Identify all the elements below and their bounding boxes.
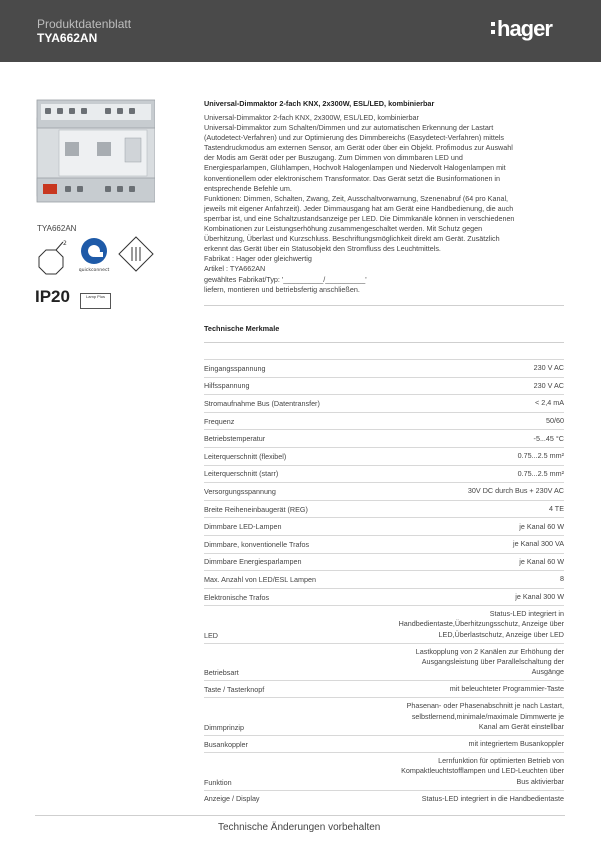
hager-logo <box>491 17 571 43</box>
spec-value-line: mit integriertem Busankoppler <box>468 739 564 748</box>
spec-value <box>401 756 564 786</box>
spec-value <box>534 434 564 444</box>
model-number: TYA662AN <box>37 31 98 45</box>
description-line: Universal-Dimmaktor 2-fach KNX, 2x300W, ESL/LED, kombinierbar <box>204 113 419 122</box>
spec-value-line: Kompaktleuchtstofflampen und LED-Leuchten über <box>401 766 564 776</box>
spec-row <box>204 643 564 680</box>
lamp-plus-label: Lamp Plus <box>86 294 105 299</box>
spec-row <box>204 697 564 734</box>
spec-row <box>204 735 564 753</box>
spec-value <box>399 609 564 639</box>
quickconnect-label: quickconnect <box>78 268 110 273</box>
description-line: liefern, montieren und betriebsfertig anschließen. <box>204 284 360 294</box>
brand-name: hager <box>497 16 552 41</box>
spec-row <box>204 429 564 447</box>
description-line: Kombinationen zur Leistungserhöhung zusammengeschaltet werden. Mit Schutz gegen <box>204 224 483 234</box>
spec-label: Dimmbare, konventionelle Trafos <box>204 539 310 549</box>
quickconnect-icon <box>77 236 111 274</box>
description-line: sperrbar ist, und eine Schaltzustandsanzeige per LED. Die Dimmkanäle können in verschiedenen <box>204 213 515 223</box>
description-line: Funktionen: Dimmen, Schalten, Zwang, Zeit, Ausschaltvorwarnung, Szenenabruf (64 pro Kanal, <box>204 193 509 203</box>
product-image <box>35 98 155 218</box>
spec-value-line: Ausgänge <box>531 666 564 676</box>
spec-value <box>534 363 564 373</box>
description-line: der Modis am Gerät oder per Buszugang. Zum Dimmen von dimmbaren LED und <box>204 153 463 163</box>
spec-value <box>560 574 564 584</box>
spec-row <box>204 535 564 553</box>
spec-row <box>204 465 564 483</box>
spec-label: Dimmprinzip <box>204 722 244 732</box>
spec-label: LED <box>204 630 218 640</box>
footer-note: Technische Änderungen vorbehalten <box>218 822 381 833</box>
spec-value-line: Kanal am Gerät einstellbar <box>478 721 564 731</box>
spec-value-line: 30V DC durch Bus + 230V AC <box>467 486 564 496</box>
spec-label: Leiterquerschnitt (flexibel) <box>204 451 287 461</box>
spec-value <box>469 739 564 749</box>
spec-value-line: je Kanal 300 W <box>515 591 564 601</box>
image-caption: TYA662AN <box>37 224 77 233</box>
spec-row <box>204 377 564 395</box>
spec-value-line: Lastkopplung von 2 Kanälen zur Erhöhung der <box>415 646 564 656</box>
spec-value-line: 0.75...2.5 mm² <box>517 468 564 478</box>
spec-row <box>204 447 564 465</box>
spec-value-line: 230 V AC <box>533 363 564 373</box>
spec-row <box>204 553 564 571</box>
spec-value <box>515 592 564 602</box>
spec-value <box>416 647 564 677</box>
spec-label: Breite Reiheneinbaugerät (REG) <box>204 504 308 514</box>
section-divider <box>204 305 564 306</box>
lamp-plus-badge <box>80 293 111 309</box>
description-line: Überhitzung, Überlast und Kurzschluss. Beschriftungsmöglichkeit direkt am Gerät. Zusätzlich <box>204 234 500 244</box>
section-divider <box>204 342 564 343</box>
description-line: Artikel : TYA662AN <box>204 264 266 274</box>
spec-row <box>204 570 564 588</box>
spec-label: Elektronische Trafos <box>204 592 270 602</box>
spec-row <box>204 680 564 698</box>
spec-value-line: Lernfunktion für optimierten Betrieb von <box>438 756 564 766</box>
description-line: jeweils mit eigener Anfahrzeit). Jeder Dimmausgang hat am Gerät eine Handbedienung, die auch <box>204 203 514 213</box>
description-line: Universal-Dimmaktor zum Schalten/Dimmen und zur automatischen Erkennung der Lastart <box>204 123 494 133</box>
spec-value-line: mit beleuchteter Programmier-Taste <box>449 684 564 694</box>
description-line: (Autodetect-Verfahren) und zur Optimierung des Dimmbereichs (Easydetect-Verfahren) mittels <box>204 133 505 143</box>
spec-value-line: je Kanal 60 W <box>519 556 564 566</box>
spec-value <box>518 469 564 479</box>
spec-row <box>204 517 564 535</box>
octagon-dimmer-icon <box>36 236 70 276</box>
svg-text:2: 2 <box>63 240 67 247</box>
spec-label: Hilfsspannung <box>204 381 250 391</box>
ip-rating: IP20 <box>35 287 70 306</box>
spec-value <box>519 522 564 532</box>
product-title: Universal-Dimmaktor 2-fach KNX, 2x300W, ESL/LED, kombinierbar <box>204 99 435 108</box>
doc-type-label: Produktdatenblatt <box>37 17 132 31</box>
spec-value <box>407 701 564 731</box>
spec-value-line: -5...45 °C <box>533 433 564 443</box>
spec-value-line: Phasenan- oder Phasenabschnitt je nach Lastart, <box>406 701 564 711</box>
description-line: erkennt das Gerät über ein Statusobjekt den Stromfluss des Leuchtmittels. <box>204 244 441 254</box>
spec-label: Stromaufnahme Bus (Datentransfer) <box>204 398 320 408</box>
spec-label: Taste / Tasterknopf <box>204 684 265 694</box>
spec-value <box>534 381 564 391</box>
spec-label: Leiterquerschnitt (starr) <box>204 469 279 479</box>
description-line: Tastendruckmodus am externen Sensor, am Gerät oder über ein Objekt. Profimodus zur Auswahl <box>204 143 513 153</box>
tech-section-title: Technische Merkmale <box>204 324 280 333</box>
spec-label: Frequenz <box>204 416 235 426</box>
spec-label: Anzeige / Display <box>204 794 260 804</box>
spec-value-line: Bus aktivierbar <box>516 776 564 786</box>
footer-divider <box>35 815 565 816</box>
product-description <box>204 113 566 295</box>
spec-row <box>204 412 564 430</box>
spec-value-line: LED,Überlastschutz, Anzeige über LED <box>438 629 564 639</box>
spec-value <box>518 451 564 461</box>
spec-value-line: Status-LED integriert in <box>489 609 564 619</box>
spec-value-line: Status-LED integriert in die Handbedientaste <box>421 793 564 803</box>
spec-row <box>204 482 564 500</box>
protection-class-icon <box>118 236 154 272</box>
spec-value-line: 230 V AC <box>533 380 564 390</box>
spec-value <box>422 794 564 804</box>
spec-label: Versorgungsspannung <box>204 486 276 496</box>
description-line: Energiesparlampen, Glühlampen, Hochvolt Halogenlampen und Niedervolt Halogenlampen mit <box>204 163 506 173</box>
spec-label: Dimmbare LED-Lampen <box>204 522 282 532</box>
description-line: Fabrikat : Hager oder gleichwertig <box>204 254 312 264</box>
spec-value-line: selbstlernend,minimale/maximale Dimmwerte je <box>411 711 564 721</box>
description-line: konventionellem oder elektronischem Transformator. Das Gerät setzt die Businformationen in <box>204 173 501 183</box>
spec-row <box>204 359 564 377</box>
spec-value <box>535 398 564 408</box>
spec-value-line: je Kanal 300 VA <box>512 539 564 549</box>
spec-row <box>204 752 564 789</box>
spec-label: Dimmbare Energiesparlampen <box>204 557 302 567</box>
spec-label: Funktion <box>204 777 232 787</box>
spec-value <box>468 486 564 496</box>
spec-row <box>204 588 564 606</box>
spec-label: Betriebstemperatur <box>204 434 266 444</box>
spec-label: Betriebsart <box>204 667 239 677</box>
spec-value <box>546 416 564 426</box>
spec-value <box>513 539 564 549</box>
description-line: gewähltes Fabrikat/Typ: '__________/__________' <box>204 274 367 284</box>
spec-label: Eingangsspannung <box>204 363 266 373</box>
spec-row <box>204 605 564 642</box>
spec-label: Busankoppler <box>204 739 248 749</box>
spec-value-line: 4 TE <box>548 504 564 513</box>
spec-value <box>519 557 564 567</box>
spec-value-line: Handbedientaste,Überhitzungsschutz, Anzeige über <box>398 619 564 629</box>
description-line: entsprechende Befehle um. <box>204 183 292 193</box>
spec-value-line: 0.75...2.5 mm² <box>517 451 564 461</box>
spec-value-line: 50/60 <box>546 416 564 426</box>
spec-value-line: Ausgangsleistung über Parallelschaltung der <box>421 656 564 666</box>
spec-value-line: < 2,4 mA <box>535 398 564 408</box>
spec-table <box>204 359 564 807</box>
spec-value-line: 8 <box>560 574 564 584</box>
spec-row <box>204 394 564 412</box>
spec-row <box>204 500 564 518</box>
spec-row <box>204 790 564 808</box>
header-bar <box>0 0 601 62</box>
spec-value <box>450 684 564 694</box>
spec-value <box>549 504 564 514</box>
spec-value-line: je Kanal 60 W <box>519 521 564 531</box>
spec-label: Max. Anzahl von LED/ESL Lampen <box>204 574 317 584</box>
